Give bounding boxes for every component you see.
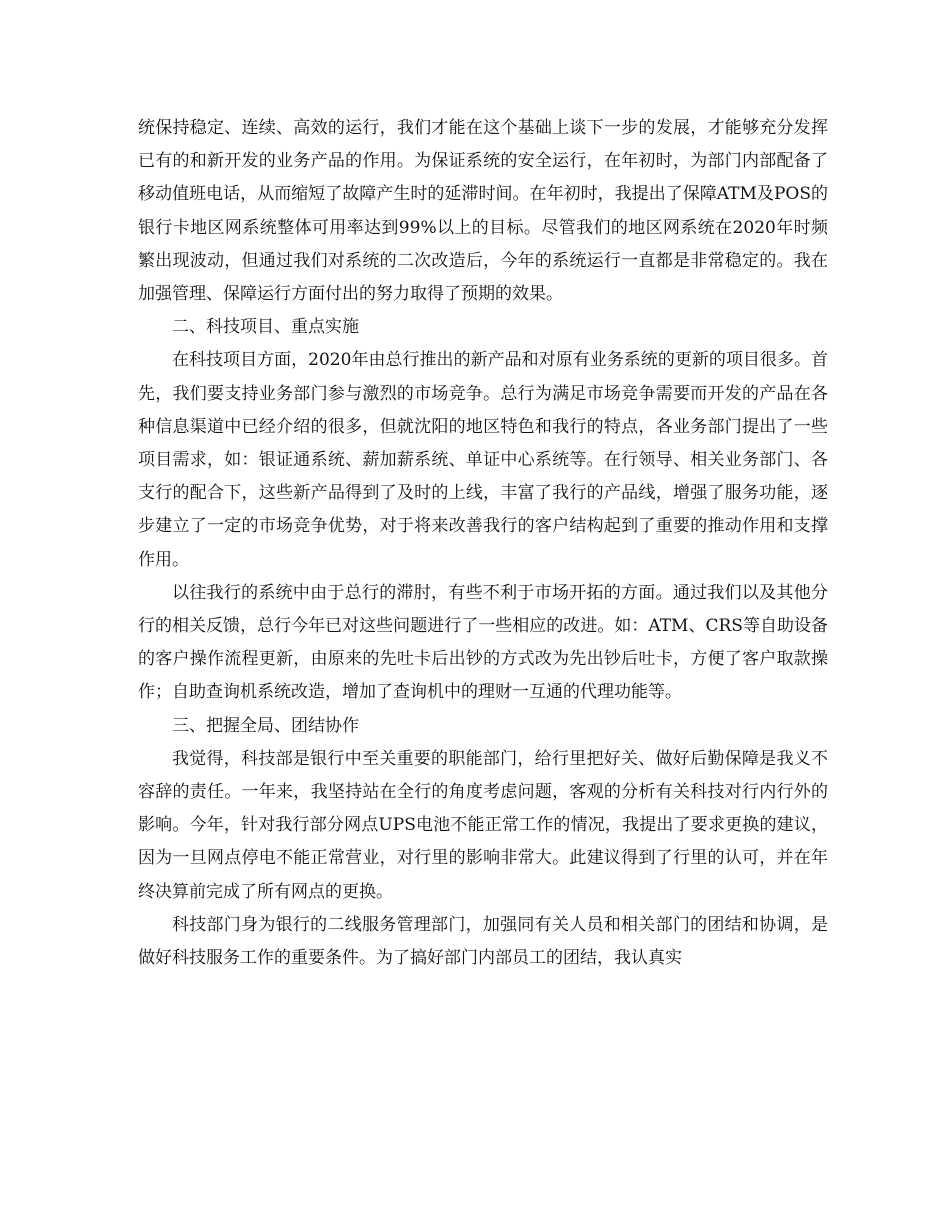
paragraph-system-improvements: 以往我行的系统中由于总行的滞肘，有些不利于市场开拓的方面。通过我们以及其他分行的相关反馈，总行今年已对这些问题进行了一些相应的改进。如：ATM、CRS等自助设备的客户操作流程更新，由原来的先吐卡后出钞的方式改为先出钞后吐卡，方便了客户取款操作；自助查询机系统改造，增加了查询机中的理财一互通的代理功能等。 xyxy=(138,582,828,703)
paragraph-continuation: 统保持稳定、连续、高效的运行，我们才能在这个基础上谈下一步的发展，才能够充分发挥已有的和新开发的业务产品的作用。为保证系统的安全运行，在年初时，为部门内部配备了移动值班电话，从而缩短了故障产生时的延滞时间。在年初时，我提出了保障ATM及POS的银行卡地区网系统整体可用率达到99%以上的目标。尽管我们的地区网系统在2020年时频繁出现波动，但通过我们对系统的二次改造后，今年的系统运行一直都是非常稳定的。我在加强管理、保障运行方面付出的努力取得了预期的效果。 xyxy=(138,118,828,305)
paragraph-responsibility: 我觉得，科技部是银行中至关重要的职能部门，给行里把好关、做好后勤保障是我义不容辞的责任。一年来，我坚持站在全行的角度考虑问题，客观的分析有关科技对行内行外的影响。今年，针对我行部分网点UPS电池不能正常工作的情况，我提出了要求更换的建议，因为一旦网点停电不能正常营业，对行里的影响非常大。此建议得到了行里的认可，并在年终决算前完成了所有网点的更换。 xyxy=(138,748,828,902)
paragraph-teamwork: 科技部门身为银行的二线服务管理部门，加强同有关人员和相关部门的团结和协调，是做好科技服务工作的重要条件。为了搞好部门内部员工的团结，我认真实 xyxy=(138,914,828,969)
section-heading-3: 三、把握全局、团结协作 xyxy=(172,715,359,736)
section-heading-2: 二、科技项目、重点实施 xyxy=(172,317,359,338)
paragraph-tech-projects: 在科技项目方面，2020年由总行推出的新产品和对原有业务系统的更新的项目很多。首先，我们要支持业务部门参与激烈的市场竞争。总行为满足市场竞争需要而开发的产品在各种信息渠道中已经介绍的很多，但就沈阳的地区特色和我行的特点，各业务部门提出了一些项目需求，如：银证通系统、薪加薪系统、单证中心系统等。在行领导、相关业务部门、各支行的配合下，这些新产品得到了及时的上线，丰富了我行的产品线，增强了服务功能，逐步建立了一定的市场竞争优势，对于将来改善我行的客户结构起到了重要的推动作用和支撑作用。 xyxy=(138,350,828,570)
document-body xyxy=(138,112,828,975)
